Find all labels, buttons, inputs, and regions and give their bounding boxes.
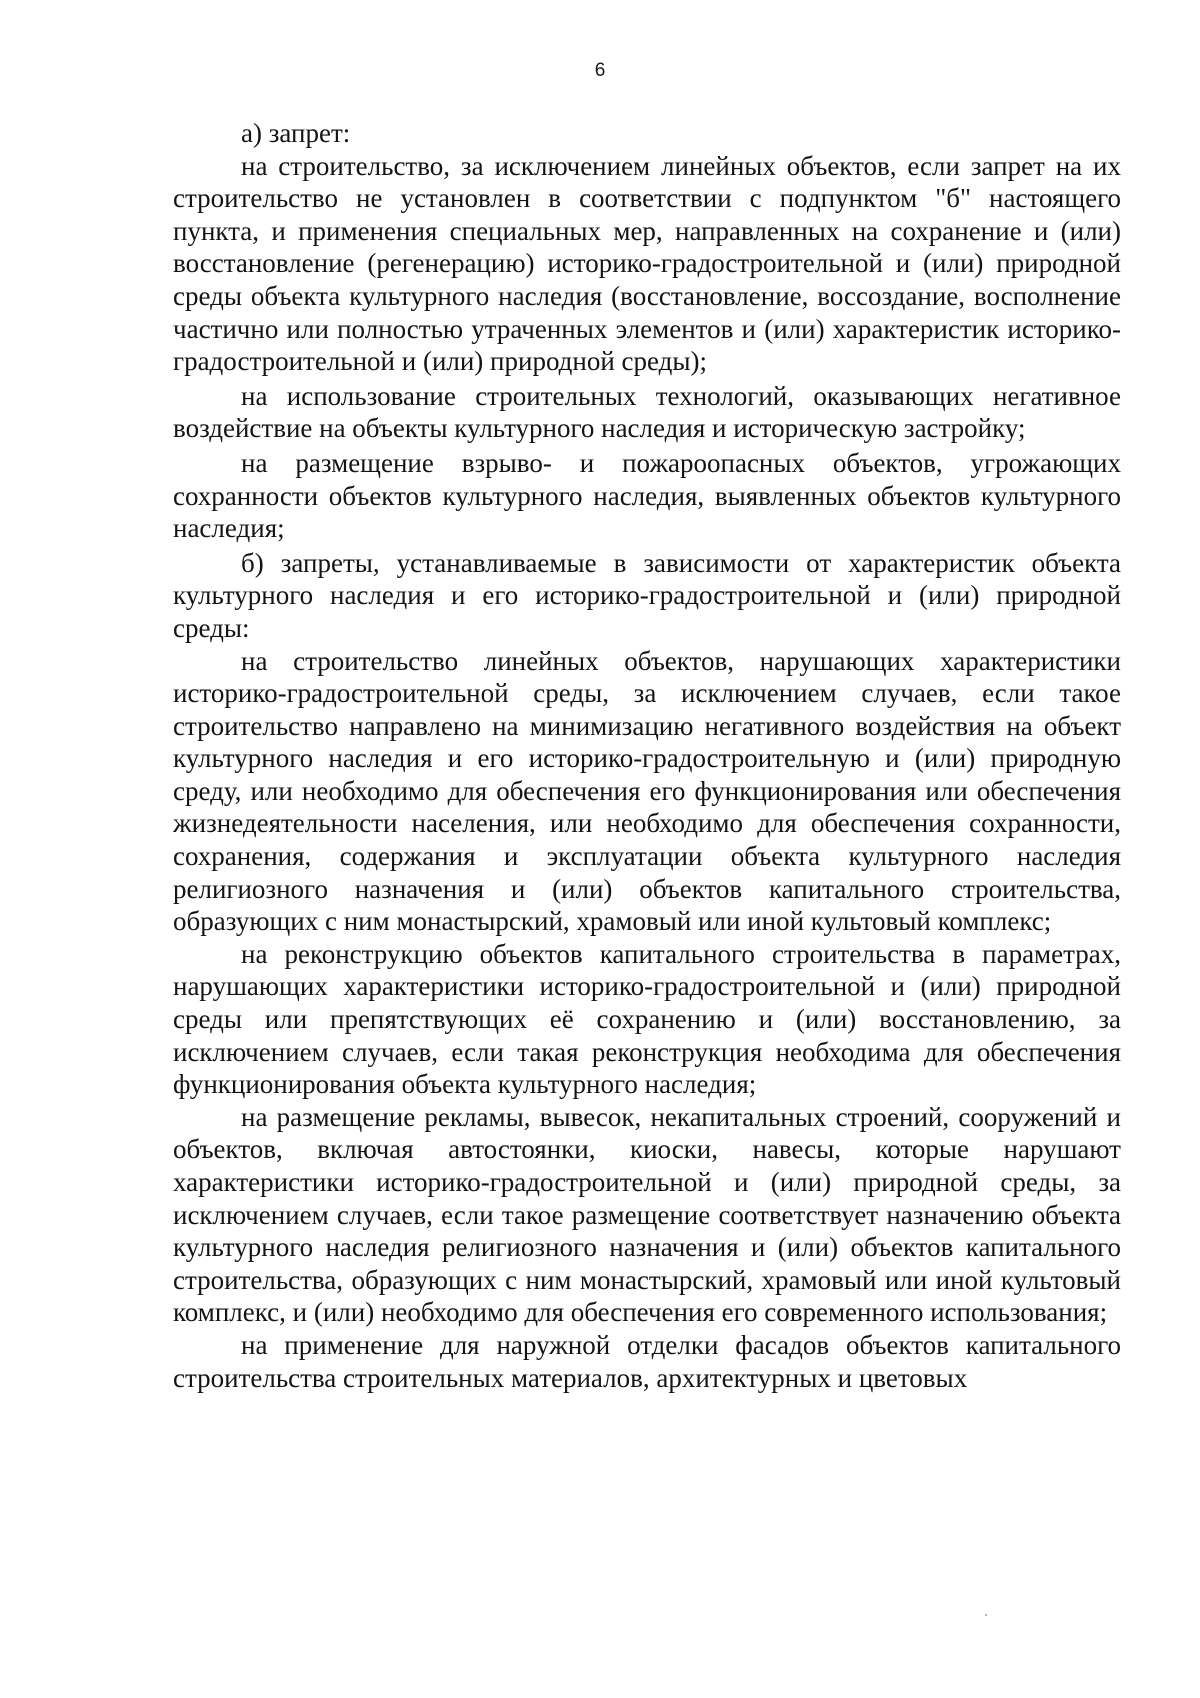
paragraph-technologies-ban: на использование строительных технологий, оказывающих негативное воздействие на объекты культурного наследия и историческую застройку; (173, 380, 1121, 444)
scan-speck (985, 1614, 987, 1616)
paragraph-a-heading: а) запрет: (241, 118, 351, 148)
paragraph-hazardous-objects-ban: на размещение взрыво- и пожароопасных объектов, угрожающих сохранности объектов культурного наследия, выявленных объектов культурного наследия; (173, 447, 1121, 544)
paragraph-construction-ban: на строительство, за исключением линейных объектов, если запрет на их строительство не установлен в соответствии с подпунктом "б" настоящего пункта, и применения специальных мер, направленных на сохранение и (или) восстановление (регенерацию) историко-градостроительной и (или) природной среды объекта культурного наследия (восстановление, воссоздание, восполнение частично или полностью утраченных элементов и (или) характеристик историко-градостроительной и (или) природной среды); (173, 150, 1121, 377)
paragraph-reconstruction-ban: на реконструкцию объектов капитального строительства в параметрах, нарушающих характеристики историко-градостроительной и (или) природной среды или препятствующих её сохранению и (или) восстановлению, за исключением случаев, если такая реконструкция необходима для обеспечения функционирования объекта культурного наследия; (173, 938, 1121, 1100)
paragraph-b-heading: б) запреты, устанавливаемые в зависимости от характеристик объекта культурного наследия и его историко-градостроительной и (или) природной среды: (173, 547, 1121, 643)
document-body (173, 117, 1121, 1394)
paragraph-facade-materials-ban: на применение для наружной отделки фасадов объектов капитального строительства строительных материалов, архитектурных и цветовых (173, 1329, 1121, 1393)
paragraph-advertising-ban: на размещение рекламы, вывесок, некапитальных строений, сооружений и объектов, включая автостоянки, киоски, навесы, которые нарушают характеристики историко-градостроительной и (или) природной среды, за исключением случаев, если такое размещение соответствует назначению объекта культурного наследия религиозного назначения и (или) объектов капитального строительства, образующих с ним монастырский, храмовый или иной культовый комплекс, и (или) необходимо для обеспечения его современного использования; (173, 1101, 1121, 1328)
paragraph-linear-objects-ban: на строительство линейных объектов, нарушающих характеристики историко-градостроительной среды, за исключением случаев, если такое строительство направлено на минимизацию негативного воздействия на объект культурного наследия и его историко-градостроительную и (или) природную среду, или необходимо для обеспечения его функционирования или обеспечения жизнедеятельности населения, или необходимо для обеспечения сохранности, сохранения, содержания и эксплуатации объекта культурного наследия религиозного назначения и (или) объектов капитального строительства, образующих с ним монастырский, храмовый или иной культовый комплекс; (173, 645, 1121, 937)
page-number: 6 (594, 60, 606, 81)
